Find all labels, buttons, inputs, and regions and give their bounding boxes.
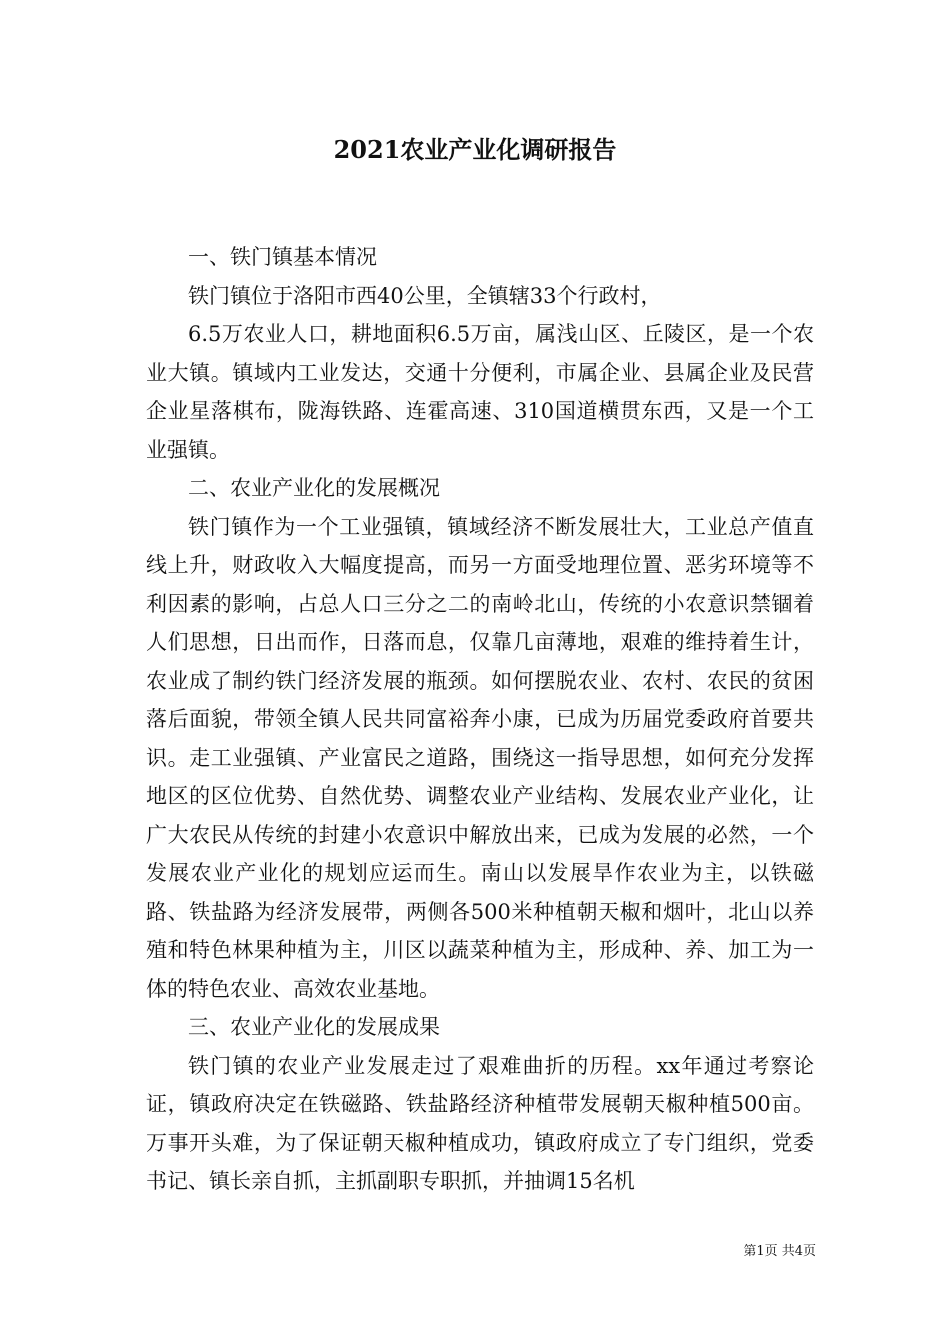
page-number: 第1页 共4页 — [743, 1244, 816, 1259]
paragraph-1: 铁门镇位于洛阳市西40公里，全镇辖33个行政村， — [188, 283, 662, 308]
paragraph-2: 6.5万农业人口，耕地面积6.5万亩，属浅山区、丘陵区，是一个农业大镇。镇域内工业发达，交通十分便利，市属企业、县属企业及民营企业星落棋布，陇海铁路、连霍高速、310国道横贯东西，又是一个工业强镇。 — [146, 322, 814, 462]
section-heading-3: 三、农业产业化的发展成果 — [188, 1015, 440, 1039]
section-heading-2: 二、农业产业化的发展概况 — [188, 476, 440, 500]
paragraph-3: 铁门镇作为一个工业强镇，镇域经济不断发展壮大，工业总产值直线上升，财政收入大幅度提高，而另一方面受地理位置、恶劣环境等不利因素的影响，占总人口三分之二的南岭北山，传统的小农意识禁锢着人们思想，日出而作，日落而息，仅靠几亩薄地，艰难的维持着生计，农业成了制约铁门经济发展的瓶颈。如何摆脱农业、农村、农民的贫困落后面貌，带领全镇人民共同富裕奔小康，已成为历届党委政府首要共识。走工业强镇、产业富民之道路，围绕这一指导思想，如何充分发挥地区的区位优势、自然优势、调整农业产业结构、发展农业产业化，让广大农民从传统的封建小农意识中解放出来，已成为发展的必然，一个发展农业产业化的规划应运而生。南山以发展旱作农业为主，以铁磁路、铁盐路为经济发展带，两侧各500米种植朝天椒和烟叶，北山以养殖和特色林果种植为主，川区以蔬菜种植为主，形成种、养、加工为一体的特色农业、高效农业基地。 — [146, 514, 814, 1001]
paragraph-4: 铁门镇的农业产业发展走过了艰难曲折的历程。xx年通过考察论证，镇政府决定在铁磁路、铁盐路经济种植带发展朝天椒种植500亩。万事开头难，为了保证朝天椒种植成功，镇政府成立了专门组织，党委书记、镇长亲自抓，主抓副职专职抓，并抽调15名机 — [146, 1053, 814, 1193]
page-title: 2021农业产业化调研报告 — [333, 135, 617, 164]
section-heading-1: 一、铁门镇基本情况 — [188, 245, 377, 269]
document-body — [146, 238, 814, 1201]
